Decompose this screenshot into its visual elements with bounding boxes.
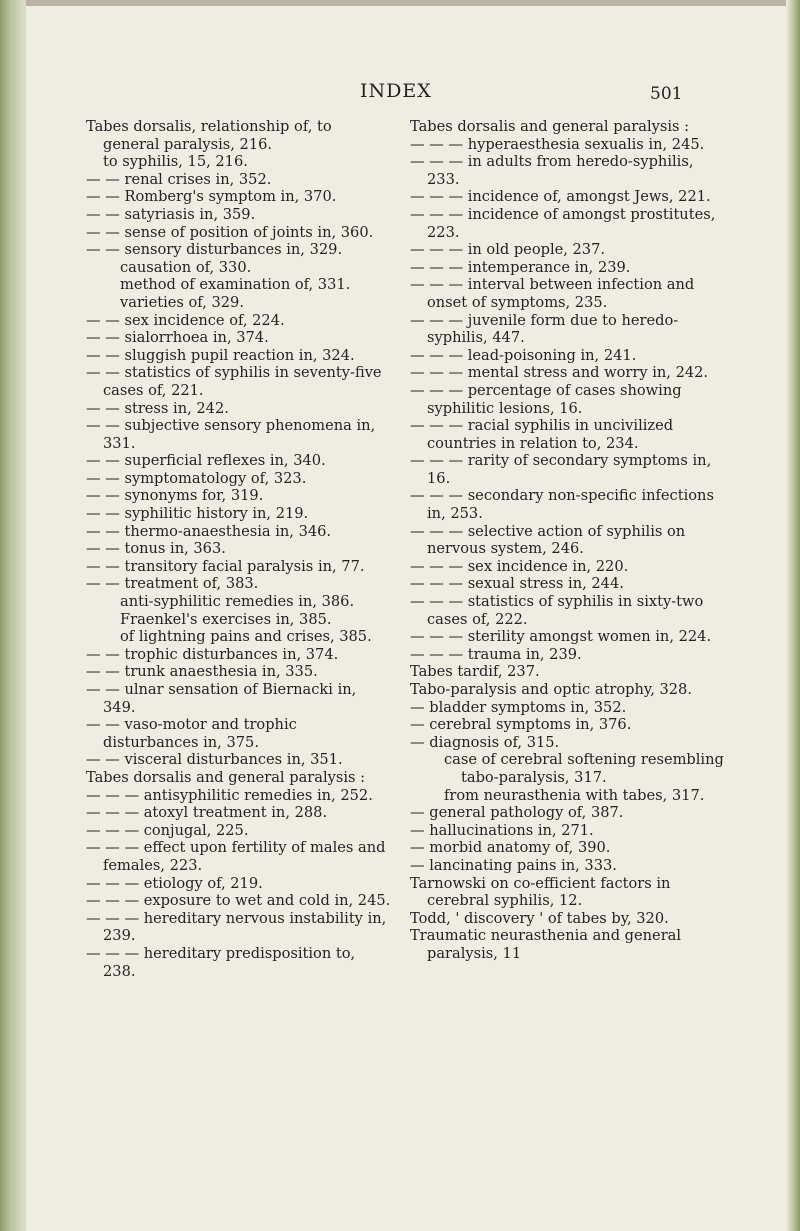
index-entry: — — thermo-anaesthesia in, 346. <box>86 522 332 540</box>
page-number: 501 <box>650 84 683 104</box>
page-header <box>0 80 800 110</box>
index-entry: causation of, 330. <box>120 258 252 276</box>
index-entry: — — — intemperance in, 239. <box>410 258 631 276</box>
index-entry: — — — trauma in, 239. <box>410 645 582 663</box>
index-entry: — — — incidence of, amongst Jews, 221. <box>410 188 711 206</box>
index-entry: — — — selective action of syphilis on nervous system, 246. <box>410 522 686 558</box>
index-entry: — — — hyperaesthesia sexualis in, 245. <box>410 135 705 153</box>
index-entry: — lancinating pains in, 333. <box>410 856 617 874</box>
index-entry: — cerebral symptoms in, 376. <box>410 716 632 734</box>
index-entry: — — — sexual stress in, 244. <box>410 575 624 593</box>
index-entry: varieties of, 329. <box>120 293 244 311</box>
index-entry: — — — lead-poisoning in, 241. <box>410 346 637 364</box>
index-entry: — — sex incidence of, 224. <box>86 311 285 329</box>
index-entry: Tabes dorsalis, relationship of, to general paralysis, 216. <box>86 118 332 153</box>
index-entry: — — — etiology of, 219. <box>86 874 263 892</box>
index-entry: — morbid anatomy of, 390. <box>410 839 611 857</box>
index-entry: from neurasthenia with tabes, 317. <box>444 786 705 804</box>
index-entry: Tarnowski on co-efficient factors in cerebral syphilis, 12. <box>410 874 671 910</box>
index-entry: — — sluggish pupil reaction in, 324. <box>86 346 355 364</box>
index-entry: — — visceral disturbances in, 351. <box>86 751 343 769</box>
index-entry: — — ulnar sensation of Biernacki in, 349. <box>86 681 357 716</box>
index-entry: — — satyriasis in, 359. <box>86 205 256 223</box>
index-entry: — — stress in, 242. <box>86 399 229 417</box>
index-entry: — — superficial reflexes in, 340. <box>86 452 326 470</box>
index-entry: — — — conjugal, 225. <box>86 821 249 839</box>
index-entry: Tabes tardif, 237. <box>410 663 540 681</box>
index-entry: — — vaso-motor and trophic disturbances in, 375. <box>86 716 297 751</box>
index-entry: — — Romberg's symptom in, 370. <box>86 188 337 206</box>
index-entry: — — — percentage of cases showing syphilitic lesions, 16. <box>410 381 682 417</box>
index-entry: — — — secondary non-specific infections in, 253. <box>410 487 714 523</box>
page-top-edge <box>0 0 800 6</box>
index-entry: — — symptomatology of, 323. <box>86 469 307 487</box>
index-entry: — — tonus in, 363. <box>86 540 226 558</box>
index-entry: — — synonyms for, 319. <box>86 487 264 505</box>
index-entry: — — — effect upon fertility of males and females, 223. <box>86 839 386 874</box>
page-right-edge <box>786 0 800 1231</box>
index-entry: — — — hereditary nervous instability in, 239. <box>86 909 387 945</box>
index-column-left <box>86 118 391 980</box>
index-entry: — — — in old people, 237. <box>410 241 606 259</box>
index-entry: — — — hereditary predisposition to, 238. <box>86 944 356 980</box>
index-entry: — — — exposure to wet and cold in, 245. <box>86 892 391 910</box>
index-entry: Todd, ' discovery ' of tabes by, 320. <box>410 909 669 927</box>
index-entry: — — — antisyphilitic remedies in, 252. <box>86 786 373 804</box>
index-entry: — — sensory disturbances in, 329. <box>86 241 343 259</box>
index-entry: — — renal crises in, 352. <box>86 170 272 188</box>
index-entry: anti-syphilitic remedies in, 386. <box>120 593 355 611</box>
index-entry: — — trunk anaesthesia in, 335. <box>86 663 318 681</box>
index-entry: — — sense of position of joints in, 360. <box>86 223 374 241</box>
index-entry: — — — interval between infection and onset of symptoms, 235. <box>410 276 695 311</box>
index-entry: of lightning pains and crises, 385. <box>120 628 372 646</box>
index-entry: — — — incidence of amongst prostitutes, 223. <box>410 205 716 241</box>
index-entry: Tabes dorsalis and general paralysis : <box>410 118 690 135</box>
index-entry: — — — racial syphilis in uncivilized countries in relation to, 234. <box>410 417 674 452</box>
index-entry: — — treatment of, 383. <box>86 575 259 593</box>
index-entry: — bladder symptoms in, 352. <box>410 698 627 716</box>
page-binding-edge <box>0 0 26 1231</box>
index-entry: — general pathology of, 387. <box>410 804 624 822</box>
index-entry: case of cerebral softening resembling tabo-paralysis, 317. <box>444 751 724 786</box>
index-entry: Fraenkel's exercises in, 385. <box>120 610 332 628</box>
index-entry: — — transitory facial paralysis in, 77. <box>86 557 365 575</box>
index-entry: — — — sterility amongst women in, 224. <box>410 628 712 646</box>
index-entry: — — — sex incidence in, 220. <box>410 557 629 575</box>
index-entry: — — subjective sensory phenomena in, 331. <box>86 417 376 452</box>
index-entry: — — statistics of syphilis in seventy-five cases of, 221. <box>86 364 382 399</box>
index-entry: — hallucinations in, 271. <box>410 821 594 839</box>
index-entry: — — sialorrhoea in, 374. <box>86 329 269 347</box>
index-entry: — — trophic disturbances in, 374. <box>86 645 339 663</box>
index-entry: method of examination of, 331. <box>120 276 351 294</box>
index-entry: — diagnosis of, 315. <box>410 733 560 751</box>
index-column-right <box>410 118 725 963</box>
index-entry: — — — rarity of secondary symptoms in, 16. <box>410 452 712 487</box>
index-entry: Tabo-paralysis and optic atrophy, 328. <box>410 681 692 698</box>
index-entry: Tabes dorsalis and general paralysis : <box>86 768 366 786</box>
index-entry: — — — statistics of syphilis in sixty-two cases of, 222. <box>410 593 704 628</box>
index-entry: — — syphilitic history in, 219. <box>86 505 309 523</box>
index-entry: — — — mental stress and worry in, 242. <box>410 364 709 382</box>
index-entry: Traumatic neurasthenia and general paralysis, 11 <box>410 927 682 962</box>
index-entry: — — — atoxyl treatment in, 288. <box>86 804 328 822</box>
page-title: INDEX <box>360 80 432 102</box>
index-entry: — — — juvenile form due to heredo-syphilis, 447. <box>410 311 679 347</box>
index-entry: — — — in adults from heredo-syphilis, 233. <box>410 153 694 188</box>
index-entry: to syphilis, 15, 216. <box>103 153 248 171</box>
